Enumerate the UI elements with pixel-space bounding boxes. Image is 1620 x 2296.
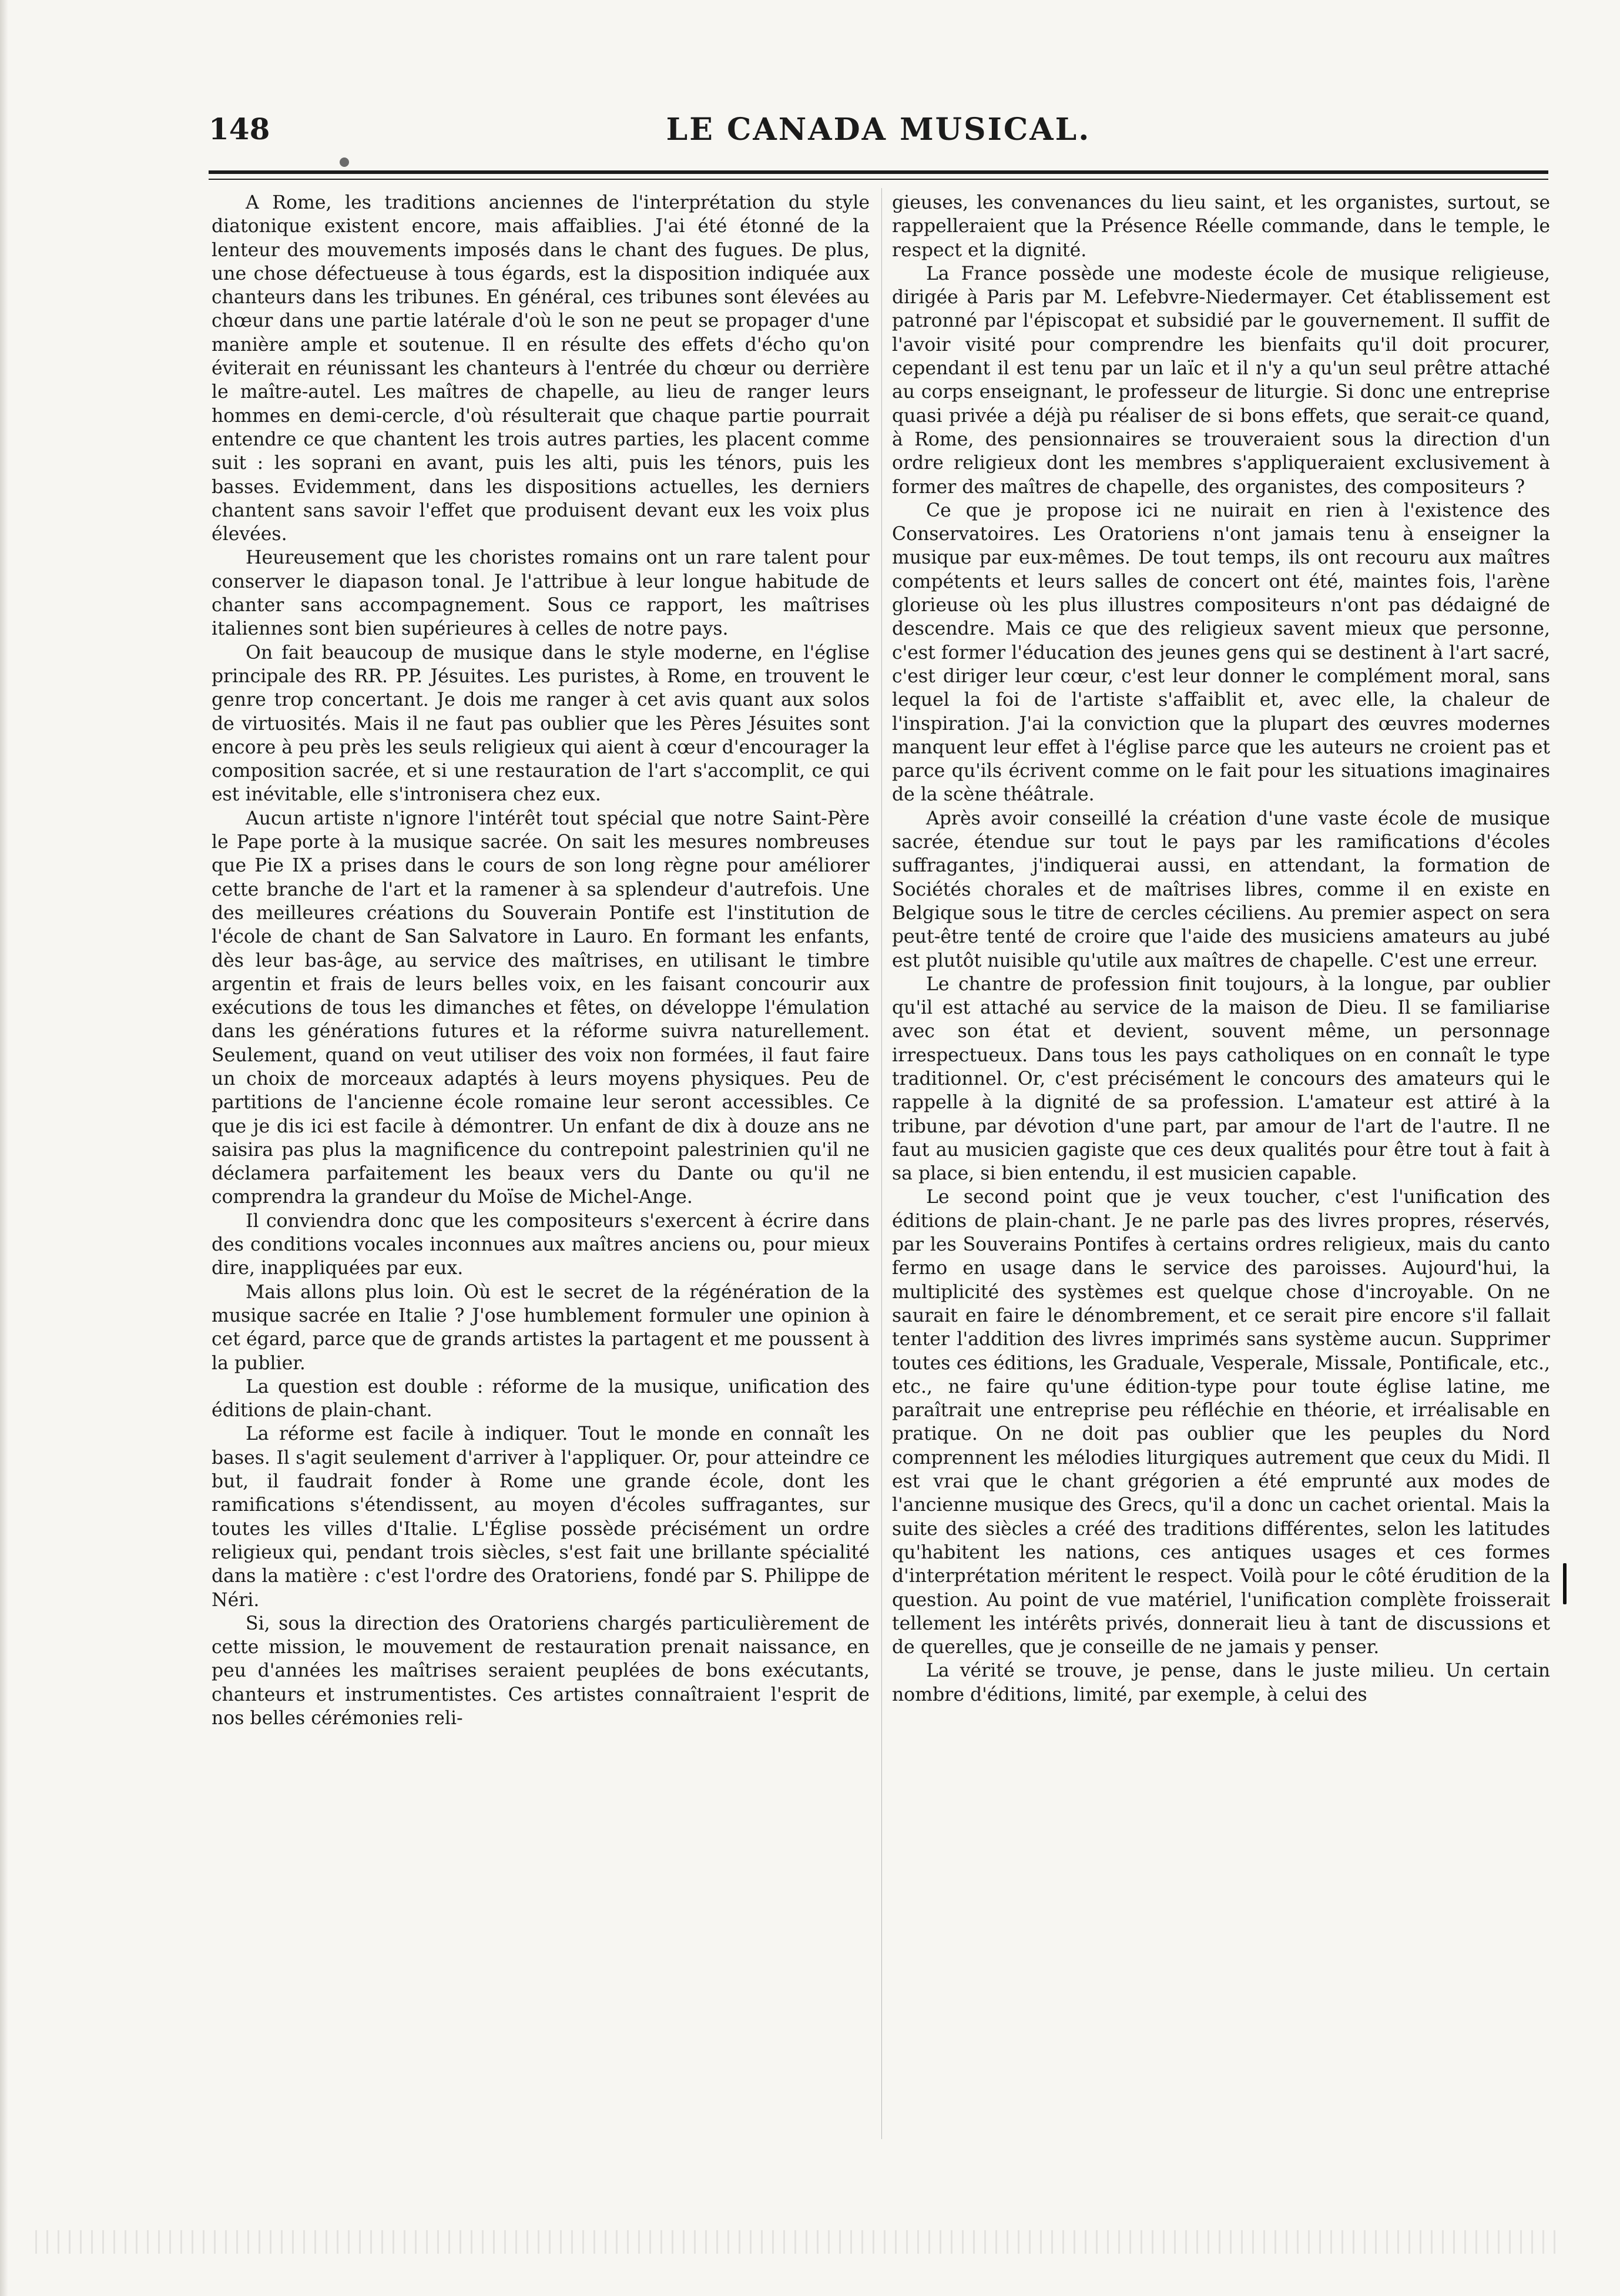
paragraph: Le chantre de profession finit toujours, à la longue, par oublier qu'il est attaché au service de la maison de Dieu. Il se familiarise avec son état et devient, souvent même, un personnage irrespectueux. Dans tous les pays catholiques on en connaît le type traditionnel. Or, c'est précisément le concours des amateurs qui le rappelle à la dignité de sa profession. L'amateur est attiré à la tribune, par dévotion d'une part, par amour de l'art de l'autre. Il ne faut au musicien gagiste que ces deux qualités pour être tout à fait à sa place, si bien entendu, il est musicien capable.: [892, 973, 1550, 1185]
left-column: [212, 191, 870, 1730]
ink-speck: [340, 157, 349, 167]
paragraph: Aucun artiste n'ignore l'intérêt tout spécial que notre Saint-Père le Pape porte à la musique sacrée. On sait les mesures nombreuses que Pie IX a prises dans le cours de son long règne pour améliorer cette branche de l'art et la ramener à sa splendeur d'autrefois. Une des meilleures créations du Souverain Pontife est l'institution de l'école de chant de San Salvatore in Lauro. En formant les enfants, dès leur bas-âge, au service des maîtrises, en utilisant le timbre argentin et frais de leurs belles voix, en les faisant concourir aux exécutions de tous les dimanches et fêtes, on développe l'émulation dans les générations futures et la réforme suivra naturellement. Seulement, quand on veut utiliser des voix non formées, il faut faire un choix de morceaux adaptés à leurs moyens physiques. Peu de partitions de l'ancienne école romaine leur seront accessibles. Ce que je dis ici est facile à démontrer. Un enfant de dix à douze ans ne saisira pas plus la magnificence du contrepoint palestrinien qu'il ne déclamera parfaitement les beaux vers du Dante ou qu'il ne comprendra la grandeur du Moïse de Michel-Ange.: [212, 807, 870, 1208]
page-number: 148: [209, 112, 270, 146]
paragraph: La France possède une modeste école de musique religieuse, dirigée à Paris par M. Lefebvre-Niedermayer. Cet établissement est patronné par l'épiscopat et subsidié par le gouvernement. Il suffit de l'avoir visité pour comprendre les bienfaits qu'il doit procurer, cependant il est tenu par un laïc et il n'y a qu'un seul prêtre attaché au corps enseignant, le professeur de liturgie. Si donc une entreprise quasi privée a déjà pu réaliser de si bons effets, que serait-ce quand, à Rome, des pensionnaires se trouveraient sous la direction d'un ordre religieux dont les membres s'appliqueraient exclusivement à former des maîtres de chapelle, des organistes, des compositeurs ?: [892, 263, 1550, 498]
paragraph: Heureusement que les choristes romains ont un rare talent pour conserver le diapason tonal. Je l'attribue à leur longue habitude de chanter sans accompagnement. Sous ce rapport, les maîtrises italiennes sont bien supérieures à celles de notre pays.: [212, 547, 870, 640]
paragraph: Après avoir conseillé la création d'une vaste école de musique sacrée, étendue sur tout le pays par les ramifications d'écoles suffragantes, j'indiquerai aussi, en attendant, la formation de Sociétés chorales et de maîtrises libres, comme il en existe en Belgique sous le titre de cercles céciliens. Au premier aspect on sera peut-être tenté de croire que l'aide des musiciens amateurs au jubé est plutôt nuisible qu'utile aux maîtres de chapelle. C'est une erreur.: [892, 807, 1550, 971]
paragraph: On fait beaucoup de musique dans le style moderne, en l'église principale des RR. PP. Jésuites. Les puristes, à Rome, en trouvent le genre trop concertant. Je dois me ranger à cet avis quant aux solos de virtuosités. Mais il ne faut pas oublier que les Pères Jésuites sont encore à peu près les seuls religieux qui aient à cœur d'encourager la composition sacrée, et si une restauration de l'art s'accomplit, ce qui est inévitable, elle s'intronisera chez eux.: [212, 642, 870, 806]
paragraph: Si, sous la direction des Oratoriens chargés particulièrement de cette mission, le mouvement de restauration prenait naissance, en peu d'années les maîtrises seraient peuplées de bons exécutants, chanteurs et instrumentistes. Ces artistes connaîtraient l'esprit de nos belles cérémonies reli-: [212, 1613, 870, 1729]
paragraph: Ce que je propose ici ne nuirait en rien à l'existence des Conservatoires. Les Oratoriens n'ont jamais tenu à enseigner la musique par eux-mêmes. De tout temps, ils ont recouru aux maîtres compétents et leurs salles de concert ont été, maintes fois, l'arène glorieuse où les plus illustres compositeurs n'ont pas dédaigné de descendre. Mais ce que des religieux savent mieux que personne, c'est former l'éducation des jeunes gens qui se destinent à l'art sacré, c'est diriger leur cœur, c'est leur donner le complément moral, sans lequel la foi de l'artiste s'affaiblit et, avec elle, la chaleur de l'inspiration. J'ai la conviction que la plupart des œuvres modernes manquent leur effet à l'église parce que les auteurs ne croient pas et parce qu'ils écrivent comme on le fait pour les situations imaginaires de la scène théâtrale.: [892, 500, 1550, 806]
page-header: [209, 112, 1548, 159]
column-divider: [881, 188, 882, 2139]
header-rule-thin: [209, 179, 1548, 180]
ink-mark: [1563, 1563, 1567, 1604]
paragraph: Mais allons plus loin. Où est le secret de la régénération de la musique sacrée en Italie ? J'ose humblement formuler une opinion à cet égard, parce que de grands artistes la partagent et me poussent à la publier.: [212, 1281, 870, 1374]
paragraph: Il conviendra donc que les compositeurs s'exercent à écrire dans des conditions vocales inconnues aux maîtres anciens ou, pour mieux dire, inappliquées par eux.: [212, 1210, 870, 1279]
header-rule-thick: [209, 170, 1548, 174]
paragraph: Le second point que je veux toucher, c'est l'unification des éditions de plain-chant. Je ne parle pas des livres propres, réservés, par les Souverains Pontifes à certains ordres religieux, mais du canto fermo en usage dans le service des paroisses. Aujourd'hui, la multiplicité des systèmes est quelque chose d'incroyable. On ne saurait en faire le dénombrement, et ce serait pire encore s'il fallait tenter l'addition des livres imprimés sans système aucun. Supprimer toutes ces éditions, les Graduale, Vesperale, Missale, Pontificale, etc., etc., ne faire qu'une édition-type pour toute église latine, me paraîtrait une entreprise peu réfléchie en théorie, et irréalisable en pratique. On ne doit pas oublier que les peuples du Nord comprennent les mélodies liturgiques autrement que ceux du Midi. Il est vrai que le chant grégorien a été emprunté aux modes de l'ancienne musique des Grecs, qu'il a donc un cachet oriental. Mais la suite des siècles a créé des traditions différentes, selon les latitudes qu'habitent les nations, ces antiques usages et ces formes d'interprétation méritent le respect. Voilà pour le côté érudition de la question. Au point de vue matériel, l'unification complète froisserait tellement les intérêts privés, donnerait lieu à tant de discussions et de querelles, que je conseille de ne jamais y penser.: [892, 1186, 1550, 1658]
scan-noise: [35, 2230, 1563, 2254]
paragraph: La question est double : réforme de la musique, unification des éditions de plain-chant.: [212, 1376, 870, 1422]
paragraph: gieuses, les convenances du lieu saint, et les organistes, surtout, se rappelleraient que la Présence Réelle commande, dans le temple, le respect et la dignité.: [892, 192, 1550, 261]
page-edge-shadow: [0, 0, 8, 2296]
paragraph: A Rome, les traditions anciennes de l'interprétation du style diatonique existent encore, mais affaiblies. J'ai été étonné de la lenteur des mouvements imposés dans le chant des fugues. De plus, une chose défectueuse à tous égards, est la disposition indiquée aux chanteurs dans les tribunes. En général, ces tribunes sont élevées au chœur dans une partie latérale d'où le son ne peut se propager d'une manière ample et soutenue. Il en résulte des effets d'écho qu'on éviterait en réunissant les chanteurs à l'entrée du chœur ou derrière le maître-autel. Les maîtres de chapelle, au lieu de ranger leurs hommes en demi-cercle, d'où résulterait que chaque partie pourrait entendre ce que chantent les trois autres parties, les placent comme suit : les soprani en avant, puis les alti, puis les ténors, puis les basses. Evidemment, dans les dispositions actuelles, les derniers chantent sans savoir l'effet que produisent devant eux les voix plus élevées.: [212, 192, 870, 545]
paragraph: La vérité se trouve, je pense, dans le juste milieu. Un certain nombre d'éditions, limité, par exemple, à celui des: [892, 1660, 1550, 1705]
right-column: [892, 191, 1550, 1707]
publication-title: LE CANADA MUSICAL.: [666, 112, 1091, 148]
paragraph: La réforme est facile à indiquer. Tout le monde en connaît les bases. Il s'agit seulement d'arriver à l'appliquer. Or, pour atteindre ce but, il faudrait fonder à Rome une grande école, dont les ramifications s'étendissent, au moyen d'écoles suffragantes, sur toutes les villes d'Italie. L'Église possède précisément un ordre religieux qui, pendant trois siècles, s'est fait une brillante spécialité dans la matière : c'est l'ordre des Oratoriens, fondé par S. Philippe de Néri.: [212, 1423, 870, 1611]
